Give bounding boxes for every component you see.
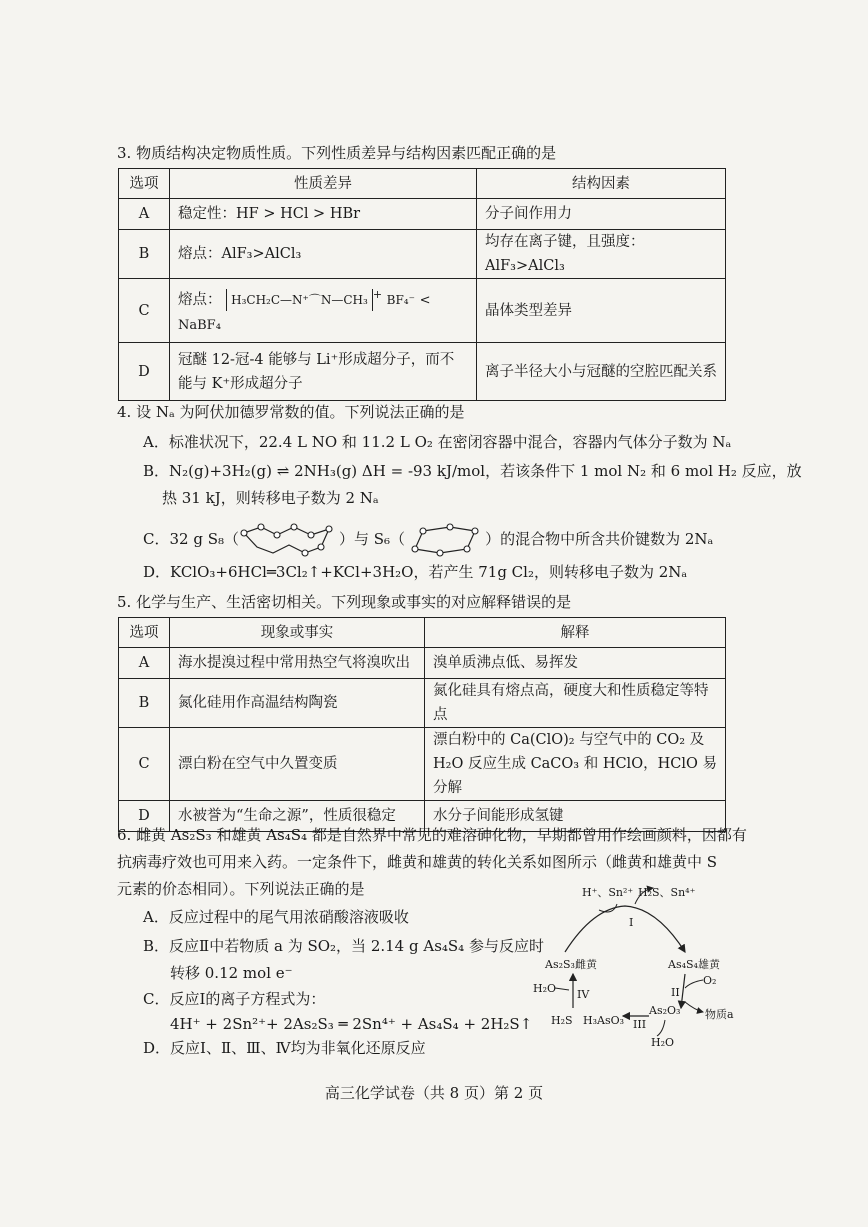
q4-stem: 4. 设 Nₐ 为阿伏加德罗常数的值。下列说法正确的是 — [117, 403, 465, 421]
q5-row-b-option: B — [119, 679, 170, 728]
as2o3-label: As₂O₃ — [649, 1004, 681, 1017]
q3-row-d-property: 冠醚 12-冠-4 能够与 Li⁺形成超分子，而不能与 K⁺形成超分子 — [170, 343, 477, 401]
orpiment-label: As₂S₃雌黄 — [545, 958, 597, 971]
q6-option-b-line2: 转移 0.12 mol e⁻ — [170, 964, 293, 982]
q4-option-b-line2: 热 31 kJ，则转移电子数为 2 Nₐ — [162, 489, 379, 507]
reaction-i-arrow — [565, 906, 685, 952]
q3-row-a-factor: 分子间作用力 — [477, 199, 726, 230]
q6-stem-line2: 抗病毒疗效也可用来入药。一定条件下，雌黄和雄黄的转化关系如图所示（雌黄和雄黄中 S — [117, 853, 718, 871]
q3-row-b-factor: 均存在离子键，且强度：AlF₃>AlCl₃ — [477, 230, 726, 279]
q6-option-c-line2: 4H⁺ + 2Sn²⁺+ 2As₂S₃ ═ 2Sn⁴⁺ + As₄S₄ + 2H₂S↑ — [170, 1015, 533, 1033]
q3-row-d-option: D — [119, 343, 170, 401]
q3-header-option: 选项 — [119, 169, 170, 199]
q5-stem: 5. 化学与生产、生活密切相关。下列现象或事实的对应解释错误的是 — [117, 593, 572, 611]
q4-option-b-line1: B．N₂(g)+3H₂(g) ⇌ 2NH₃(g) ΔH = -93 kJ/mol，若该条件下 1 mol N₂ 和 6 mol H₂ 反应，放 — [143, 462, 802, 480]
q6-option-a: A．反应过程中的尾气用浓硝酸溶液吸收 — [143, 908, 409, 926]
reaction-ii-arrow — [681, 974, 685, 1008]
q5-row-d-option: D — [119, 801, 170, 832]
q4-c-suffix: ）的混合物中所含共价键数为 2Nₐ — [485, 530, 714, 548]
q4-option-c — [143, 523, 713, 557]
q5-row-a-explanation: 溴单质沸点低、易挥发 — [425, 648, 726, 679]
q3-row-a-option: A — [119, 199, 170, 230]
q5-table — [118, 617, 726, 832]
oxygen-in-arrow — [685, 980, 703, 988]
arsenic-conversion-diagram — [525, 880, 745, 1052]
reaction-i-label: I — [629, 916, 634, 929]
q5-row-d-fact: 水被誉为“生命之源”，性质很稳定 — [170, 801, 425, 832]
page-footer: 高三化学试卷（共 8 页）第 2 页 — [324, 1084, 544, 1102]
q3-row-c-property — [170, 279, 477, 343]
water-out-arrow — [657, 1020, 665, 1036]
s6-ring-icon — [405, 523, 485, 557]
top-products-label: H₂S、Sn⁴⁺ — [638, 886, 696, 899]
q5-row-c-explanation: 漂白粉中的 Ca(ClO)₂ 与空气中的 CO₂ 及 H₂O 反应生成 CaCO₃ 和 HClO，HClO 易分解 — [425, 728, 726, 801]
q4-option-a: A．标准状况下，22.4 L NO 和 11.2 L O₂ 在密闭容器中混合，容器内气体分子数为 Nₐ — [143, 433, 732, 451]
q3-row-c-option: C — [119, 279, 170, 343]
q5-row-d-explanation: 水分子间能形成氢键 — [425, 801, 726, 832]
q6-option-d: D．反应Ⅰ、Ⅱ、Ⅲ、Ⅳ均为非氧化还原反应 — [143, 1039, 426, 1057]
q6-option-b-line1: B．反应Ⅱ中若物质 a 为 SO₂，当 2.14 g As₄S₄ 参与反应时 — [143, 937, 544, 955]
q5-header-fact: 现象或事实 — [170, 618, 425, 648]
ionic-liquid-anion: BF₄⁻ — [386, 292, 415, 307]
q5-header-explanation: 解释 — [425, 618, 726, 648]
cation-charge: + — [372, 288, 383, 302]
water-bottom-label: H₂O — [651, 1036, 675, 1049]
q3-row-b-option: B — [119, 230, 170, 279]
q3-table — [118, 168, 726, 401]
q4-option-d: D．KClO₃+6HCl═3Cl₂↑+KCl+3H₂O，若产生 71g Cl₂，则转移电子数为 2Nₐ — [143, 563, 688, 581]
realgar-label: As₄S₄雄黄 — [668, 958, 720, 971]
q6-stem-line1: 6. 雌黄 As₂S₃ 和雄黄 As₄S₄ 都是自然界中常见的难溶砷化物，早期都曾用作绘画颜料，因都有 — [117, 826, 747, 844]
q5-row-a-option: A — [119, 648, 170, 679]
substance-a-out-arrow — [685, 1002, 703, 1012]
q3-row-c-prefix: 熔点： — [178, 291, 222, 308]
q3-stem: 3. 物质结构决定物质性质。下列性质差异与结构因素匹配正确的是 — [117, 144, 557, 162]
reaction-iii-label: III — [633, 1018, 647, 1031]
reaction-ii-label: II — [671, 986, 680, 999]
q5-header-option: 选项 — [119, 618, 170, 648]
oxygen-label: O₂ — [703, 974, 717, 987]
q4-c-prefix: C．32 g S₈（ — [143, 530, 239, 548]
s8-ring-icon — [239, 523, 339, 557]
q3-row-c-suffix: < NaBF₄ — [178, 292, 431, 333]
q5-row-c-option: C — [119, 728, 170, 801]
q3-header-property: 性质差异 — [170, 169, 477, 199]
reaction-iv-label: IV — [577, 988, 590, 1001]
q3-row-c-factor: 晶体类型差异 — [477, 279, 726, 343]
q5-row-c-fact: 漂白粉在空气中久置变质 — [170, 728, 425, 801]
top-reactants-label: H⁺、Sn²⁺ — [582, 886, 634, 899]
q3-row-a-property: 稳定性：HF > HCl > HBr — [170, 199, 477, 230]
q3-header-factor: 结构因素 — [477, 169, 726, 199]
q5-row-b-explanation: 氮化硅具有熔点高，硬度大和性质稳定等特点 — [425, 679, 726, 728]
water-left-label: H₂O — [533, 982, 557, 995]
q3-row-d-factor: 离子半径大小与冠醚的空腔匹配关系 — [477, 343, 726, 401]
water-in-arrow — [555, 988, 569, 990]
q6-option-c-line1: C．反应Ⅰ的离子方程式为： — [143, 990, 326, 1008]
q6-stem-line3: 元素的价态相同）。下列说法正确的是 — [117, 880, 365, 898]
ionic-liquid-cation — [226, 289, 373, 311]
h2s-label: H₂S — [551, 1014, 573, 1027]
q3-row-b-property: 熔点：AlF₃>AlCl₃ — [170, 230, 477, 279]
q5-row-a-fact: 海水提溴过程中常用热空气将溴吹出 — [170, 648, 425, 679]
q5-row-b-fact: 氮化硅用作高温结构陶瓷 — [170, 679, 425, 728]
substance-a-label: 物质a — [705, 1008, 734, 1021]
h3aso3-label: H₃AsO₃ — [583, 1014, 625, 1027]
q4-c-middle: ）与 S₆（ — [339, 530, 406, 548]
cation-formula: H₃CH₂C—N⁺⌒N—CH₃ — [231, 292, 368, 307]
